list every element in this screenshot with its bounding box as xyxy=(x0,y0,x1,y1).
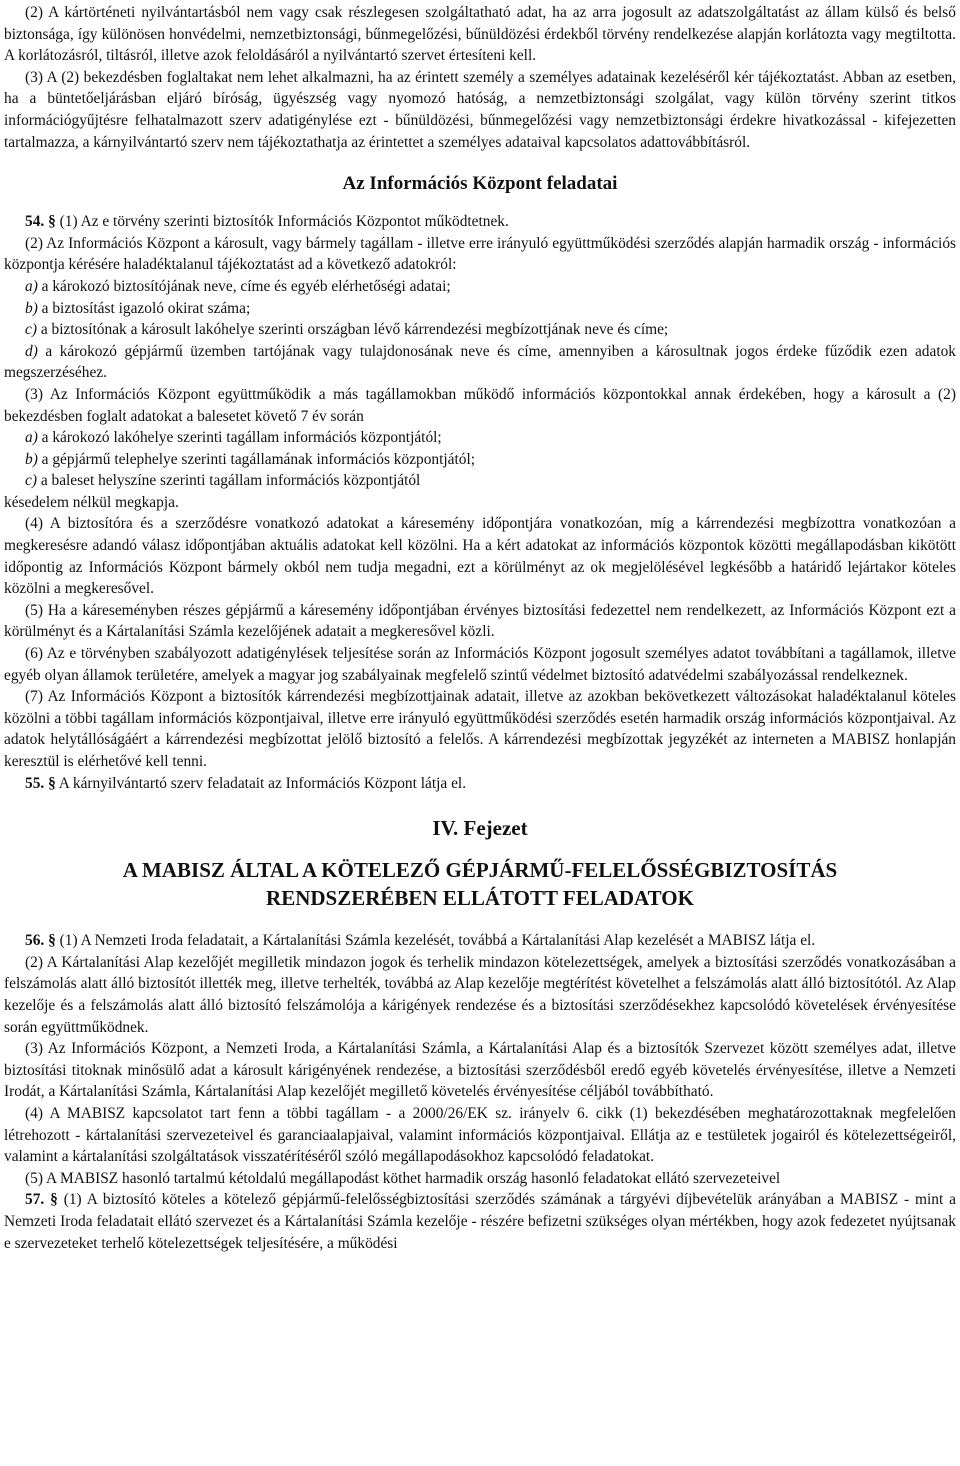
section-text: A kárnyilvántartó szerv feladatait az Információs Központ látja el. xyxy=(55,774,467,792)
list-marker: a) xyxy=(25,277,38,295)
paragraph-s54 xyxy=(4,211,956,233)
chapter-number: IV. Fejezet xyxy=(432,816,528,841)
section-number: 54. § xyxy=(25,213,56,231)
paragraph-s57 xyxy=(4,1189,956,1254)
list-marker: d) xyxy=(25,342,38,360)
section-text: (1) A biztosító köteles a kötelező gépjármű-felelősségbiztosítási szerződés számának a tárgyévi díjbevételük arányában a MABISZ - mint a Nemzeti Iroda feladatait ellátó szervezet és a Kártalanítási Számla kezelője - részére befizetni szükséges olyan mértékben, hogy azok fedezetet nyújtsanak e szervezeteket terhelő kötelezettségek teljesítésére, a működési xyxy=(4,1191,956,1252)
list-text: a károkozó biztosítójának neve, címe és egyéb elérhetőségi adatai; xyxy=(37,277,451,295)
list-marker: b) xyxy=(25,450,38,468)
paragraph: (3) A (2) bekezdésben foglaltakat nem lehet alkalmazni, ha az érintett személy a személyes adatainak kezeléséről kér tájékoztatást. Abban az esetben, ha a büntetőeljárásban eljáró bíróság, ügyészség vagy nyomozó hatóság, a nemzetbiztonsági szolgálat, vagy külön törvény szerint titkos információgyűjtésre felhatalmazott szerv adatigénylése ezt - bűnüldözési, bűnmegelőzési vagy nemzetbiztonsági érdekre hivatkozással - kifejezetten tartalmazza, a kárnyilvántartó szerv nem tájékoztathatja az érintettet a személyes adataival kapcsolatos adattovábbításról. xyxy=(4,68,956,151)
list-text: a biztosítást igazoló okirat száma; xyxy=(37,299,251,317)
chapter-title-line: RENDSZERÉBEN ELLÁTOTT FELADATOK xyxy=(266,886,694,911)
section-text: (1) Az e törvény szerinti biztosítók Információs Központot működtetnek. xyxy=(59,213,509,231)
section-number: 56. § xyxy=(25,932,56,950)
list-item xyxy=(4,470,956,492)
list-text: a baleset helyszíne szerinti tagállam információs központjától xyxy=(36,472,421,490)
paragraph: (6) Az e törvényben szabályozott adatigénylések teljesítése során az Információs Központ jogosult személyes adatot továbbítani a tagállamok, illetve egyéb olyan államok területére, amelyek a magyar jog szabályainak megfelelő szintű védelmet biztosító adatvédelmi szabályozással rendelkeznek. xyxy=(4,645,956,684)
list-text: a károkozó gépjármű üzemben tartójának vagy tulajdonosának neve és címe, amennyiben a károsultnak jogos érdeke fűződik ezen adatok megszerzéséhez. xyxy=(4,342,956,382)
list-marker: b) xyxy=(25,299,38,317)
list-marker: c) xyxy=(25,472,37,490)
list-marker: c) xyxy=(25,321,37,339)
paragraph: (2) A kártörténeti nyilvántartásból nem vagy csak részlegesen szolgáltatható adat, ha az arra jogosult az adatszolgáltatást az állam külső és belső biztonsága, így különösen honvédelmi, nemzetbiztonsági, bűnmegelőzési, bűnüldözési érdekből törvény rendelkezése alapján korlátozta vagy megtiltotta. A korlátozásról, tiltásról, illetve azok feloldásáról a nyilvántartó szervet értesíteni kell. xyxy=(4,4,956,65)
paragraph: (7) Az Információs Központ a biztosítók kárrendezési megbízottjainak adatait, illetve az azokban bekövetkezett változásokat haladéktalanul köteles közölni a többi tagállam információs központjaival, illetve erre irányuló együttműködési szerződés esetén harmadik ország információs központjaival. Az adatok helytállóságáért a kárrendezési megbízottat jelölő biztosító a felelős. A kárrendezési megbízottak jegyzékét az interneten a MABISZ honlapján keresztül is elérhetővé kell tenni. xyxy=(4,688,956,770)
section-text: (1) A Nemzeti Iroda feladatait, a Kártalanítási Számla kezelését, továbbá a Kártalanítási Alap kezelését a MABISZ látja el. xyxy=(55,932,816,950)
paragraph: (4) A biztosítóra és a szerződésre vonatkozó adatokat a káresemény időpontjára vonatkozóan, míg a kárrendezési megbízottra vonatkozóan a megkeresésre adandó válasz időpontjában aktuális adatokat kell közölni. Ha a kért adatokat az információs központok közötti megállapodásban kikötött időpontig az Információs Központ bármely okból nem tudja megadni, ezt a körülményt az ok megjelölésével legkésőbb a határidő lejártakor köteles közölni a megkeresővel. xyxy=(4,515,956,598)
list-item xyxy=(4,341,956,384)
paragraph-s55 xyxy=(4,773,956,795)
paragraph-s56 xyxy=(4,930,956,952)
list-item xyxy=(4,298,956,320)
paragraph: (2) A Kártalanítási Alap kezelőjét megilletik mindazon jogok és terhelik mindazon kötelezettségek, amelyek a biztosítási szerződés vonatkozásában a felszámolás alatt álló biztosítót illették meg, illetve terhelték, továbbá az Alap kezelője megtérítést követelhet a felszámolás alatt álló biztosítótól. Az Alap kezelője és a felszámolás alatt álló biztosító felszámolója a kárigények rendezése és a biztosítási szerződésekhez kapcsolódó követelések érvényesítése során együttműködnek. xyxy=(4,953,956,1036)
paragraph: (3) Az Információs Központ együttműködik a más tagállamokban működő információs központokkal annak érdekében, hogy a károsult a (2) bekezdésben foglalt adatokat a balesetet követő 7 év során xyxy=(4,385,956,425)
paragraph: (5) Ha a káreseményben részes gépjármű a káresemény időpontjában érvényes biztosítási fedezettel nem rendelkezett, az Információs Központ ezt a körülményt és a Kártalanítási Számla kezelőjének adatait a megkeresővel közli. xyxy=(4,601,956,641)
chapter-title-line: A MABISZ ÁLTAL A KÖTELEZŐ GÉPJÁRMŰ-FELELŐSSÉGBIZTOSÍTÁS xyxy=(122,858,838,883)
section-number: 55. § xyxy=(25,774,56,792)
list-marker: a) xyxy=(25,429,38,447)
chapter-title xyxy=(4,856,956,912)
paragraph: (4) A MABISZ kapcsolatot tart fenn a többi tagállam - a 2000/26/EK sz. irányelv 6. cikk (1) bekezdésében meghatározottaknak megfelelően létrehozott - kártalanítási szervezeteivel és garanciaalapjaival, valamint információs központjaival. Ellátja az e testületek jogairól és kötelezettségeiről, valamint a kártalanítási szolgáltatások visszatérítéséről szóló megállapodásokhoz kapcsolódó feladatokat. xyxy=(4,1104,956,1166)
paragraph: (3) Az Információs Központ, a Nemzeti Iroda, a Kártalanítási Számla, a Kártalanítási Alap és a biztosítók Szervezet között személyes adat, illetve biztosítási titoknak minősülő adat a károsult kárigényének rendezése, a biztosítási szerződésből eredő egyéb követelés érvényesítése, illetve a Nemzeti Irodát, a Kártalanítási Számla, Kártalanítási Alap kezelőjét megillető követelés érvényesítése céljából továbbítható. xyxy=(4,1040,956,1101)
list-text: a károkozó lakóhelye szerinti tagállam információs központjától; xyxy=(37,429,442,447)
list-item xyxy=(4,276,956,298)
paragraph: (5) A MABISZ hasonló tartalmú kétoldalú megállapodást köthet harmadik ország hasonló feladatokat ellátó szervezeteivel xyxy=(25,1169,781,1187)
list-text: a biztosítónak a károsult lakóhelye szerinti országban lévő kárrendezési megbízottjának neve és címe; xyxy=(36,321,669,339)
list-item xyxy=(4,319,956,341)
list-item xyxy=(4,449,956,471)
paragraph: (2) Az Információs Központ a károsult, vagy bármely tagállam - illetve erre irányuló együttműködési szerződés alapján harmadik ország - információs központja kérésére haladéktalanul tájékoztatást ad a következő adatokról: xyxy=(4,234,956,274)
section-number: 57. § xyxy=(25,1191,58,1209)
paragraph: késedelem nélkül megkapja. xyxy=(4,493,179,511)
section-heading: Az Információs Központ feladatai xyxy=(342,173,618,195)
list-text: a gépjármű telephelye szerinti tagállamának információs központjától; xyxy=(37,450,476,468)
list-item xyxy=(4,427,956,449)
